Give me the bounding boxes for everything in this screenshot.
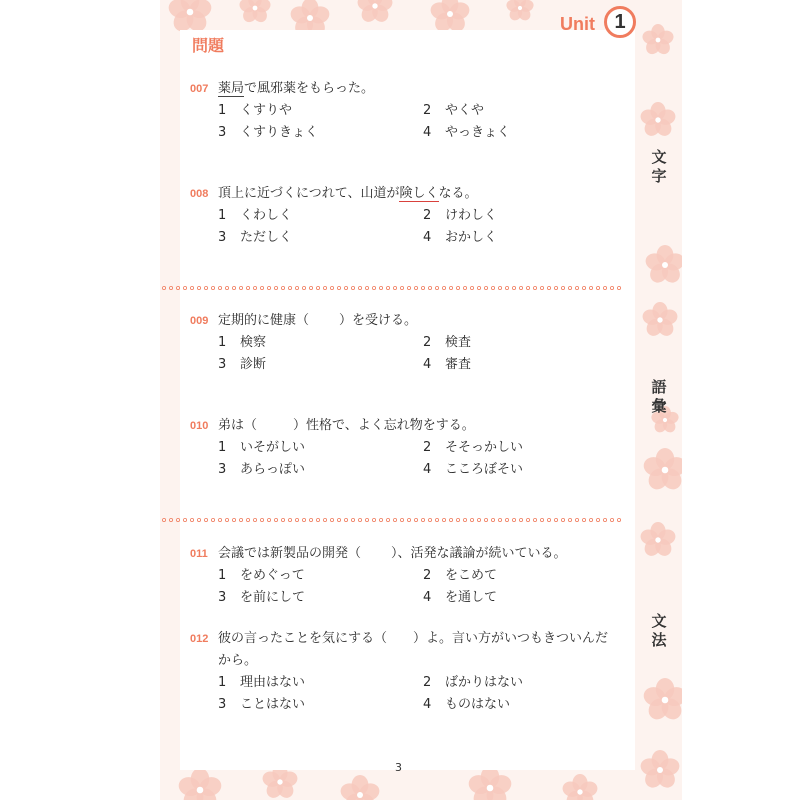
stem-text: なる。 [438, 186, 478, 201]
option-4[interactable] [423, 227, 497, 249]
option-2[interactable] [423, 565, 497, 587]
question-010 [190, 415, 630, 481]
stem-text: 定期的に健康（ [218, 313, 310, 328]
side-tab-label: 文字 [651, 148, 667, 185]
option-1[interactable] [218, 437, 305, 459]
option-text: を前にして [240, 590, 306, 605]
side-tab-label: 語彙 [651, 378, 667, 415]
option-1[interactable] [218, 565, 305, 587]
option-text: 検査 [445, 335, 472, 350]
option-number: 2 [423, 335, 432, 350]
option-2[interactable] [423, 100, 484, 122]
section-divider [160, 286, 630, 290]
question-008 [190, 183, 630, 249]
option-number: 4 [423, 125, 432, 140]
option-text: を通して [445, 590, 498, 605]
option-number: 2 [423, 675, 432, 690]
option-number: 3 [218, 590, 227, 605]
option-number: 4 [423, 697, 432, 712]
question-011 [190, 543, 630, 609]
option-text: 審査 [445, 357, 472, 372]
option-2[interactable] [423, 205, 497, 227]
option-text: おかしく [445, 230, 498, 245]
option-number: 3 [218, 125, 227, 140]
option-text: やくや [445, 103, 485, 118]
section-divider [160, 518, 630, 522]
question-stem [190, 183, 630, 205]
option-3[interactable] [218, 227, 292, 249]
option-number: 3 [218, 357, 227, 372]
option-number: 4 [423, 230, 432, 245]
sakura-flower [356, 0, 395, 25]
option-1[interactable] [218, 672, 305, 694]
book-page [160, 0, 682, 800]
option-text: やっきょく [445, 125, 511, 140]
sakura-flower [238, 0, 273, 25]
option-3[interactable] [218, 122, 318, 144]
option-1[interactable] [218, 100, 292, 122]
option-number: 2 [423, 208, 432, 223]
option-text: あらっぽい [240, 462, 306, 477]
option-number: 2 [423, 440, 432, 455]
option-number: 1 [218, 568, 227, 583]
option-3[interactable] [218, 587, 305, 609]
stem-text: 彼の言ったことを気にする（ [218, 631, 388, 646]
option-text: けわしく [445, 208, 498, 223]
side-tab-moji[interactable] [649, 148, 669, 186]
option-2[interactable] [423, 437, 523, 459]
option-2[interactable] [423, 672, 523, 694]
question-009 [190, 310, 630, 376]
sakura-flower [561, 774, 600, 800]
option-3[interactable] [218, 459, 305, 481]
option-number: 4 [423, 590, 432, 605]
option-text: をこめて [445, 568, 498, 583]
option-number: 1 [218, 675, 227, 690]
option-text: をめぐって [240, 568, 305, 583]
option-number: 2 [423, 568, 432, 583]
side-tab-bunpo[interactable] [649, 612, 669, 650]
stem-text: ）を受ける。 [339, 313, 418, 328]
stem-text: 会議では新製品の開発（ [218, 546, 362, 561]
stem-text: で風邪薬をもらった。 [244, 81, 375, 96]
sakura-flower [338, 775, 381, 800]
sakura-flower [466, 766, 514, 800]
option-text: ものはない [445, 697, 511, 712]
option-number: 1 [218, 103, 227, 118]
option-number: 2 [423, 103, 432, 118]
question-number: 008 [190, 188, 209, 200]
option-4[interactable] [423, 694, 510, 716]
side-tab-label: 文法 [651, 612, 667, 649]
question-number: 012 [190, 633, 209, 645]
question-stem [190, 415, 630, 437]
question-number: 010 [190, 420, 209, 432]
option-number: 3 [218, 697, 227, 712]
question-number: 009 [190, 315, 209, 327]
option-4[interactable] [423, 354, 471, 376]
option-number: 1 [218, 440, 227, 455]
option-number: 3 [218, 462, 227, 477]
option-number: 3 [218, 230, 227, 245]
unit-label: Unit [560, 14, 595, 34]
question-stem [190, 628, 630, 650]
option-2[interactable] [423, 332, 471, 354]
question-stem [190, 78, 630, 100]
stem-text: 弟は（ [218, 418, 258, 433]
option-1[interactable] [218, 205, 292, 227]
stem-text: ）性格で、よく忘れ物をする。 [293, 418, 475, 433]
side-tab-goi[interactable] [649, 378, 669, 416]
stem-text: 頂上に近づくにつれて、山道が [218, 186, 400, 201]
question-number: 011 [190, 548, 208, 560]
page-number: 3 [395, 761, 402, 774]
option-text: ただしく [240, 230, 293, 245]
stem-text: ）、活発な議論が続いている。 [391, 546, 567, 561]
option-text: くすりや [240, 103, 293, 118]
section-title: 問題 [192, 36, 225, 55]
question-007 [190, 78, 630, 144]
option-number: 1 [218, 335, 227, 350]
option-text: 理由はない [240, 675, 306, 690]
question-stem [190, 543, 630, 565]
stem-text: ）よ。言い方がいつもきついんだ [413, 631, 609, 646]
question-stem [190, 310, 630, 332]
underlined-word: 薬局 [218, 81, 245, 96]
option-text: 検察 [240, 335, 267, 350]
option-text: そそっかしい [445, 440, 524, 455]
option-number: 4 [423, 357, 432, 372]
option-text: ことはない [240, 697, 306, 712]
option-number: 1 [218, 208, 227, 223]
question-012 [190, 628, 630, 716]
option-number: 4 [423, 462, 432, 477]
option-text: くわしく [240, 208, 293, 223]
option-4[interactable] [423, 122, 510, 144]
option-1[interactable] [218, 332, 266, 354]
option-4[interactable] [423, 587, 497, 609]
unit-number-badge: 1 [604, 6, 636, 38]
option-text: 診断 [240, 357, 267, 372]
option-text: くすりきょく [240, 125, 319, 140]
option-text: いそがしい [240, 440, 306, 455]
option-text: ばかりはない [445, 675, 524, 690]
sakura-flower [176, 768, 224, 800]
option-4[interactable] [423, 459, 523, 481]
stem-continuation: から。 [218, 653, 258, 668]
option-text: こころぼそい [445, 462, 524, 477]
question-number: 007 [190, 83, 209, 95]
underlined-word: 険しく [399, 186, 439, 201]
sakura-flower [505, 0, 535, 23]
option-3[interactable] [218, 694, 305, 716]
option-3[interactable] [218, 354, 266, 376]
